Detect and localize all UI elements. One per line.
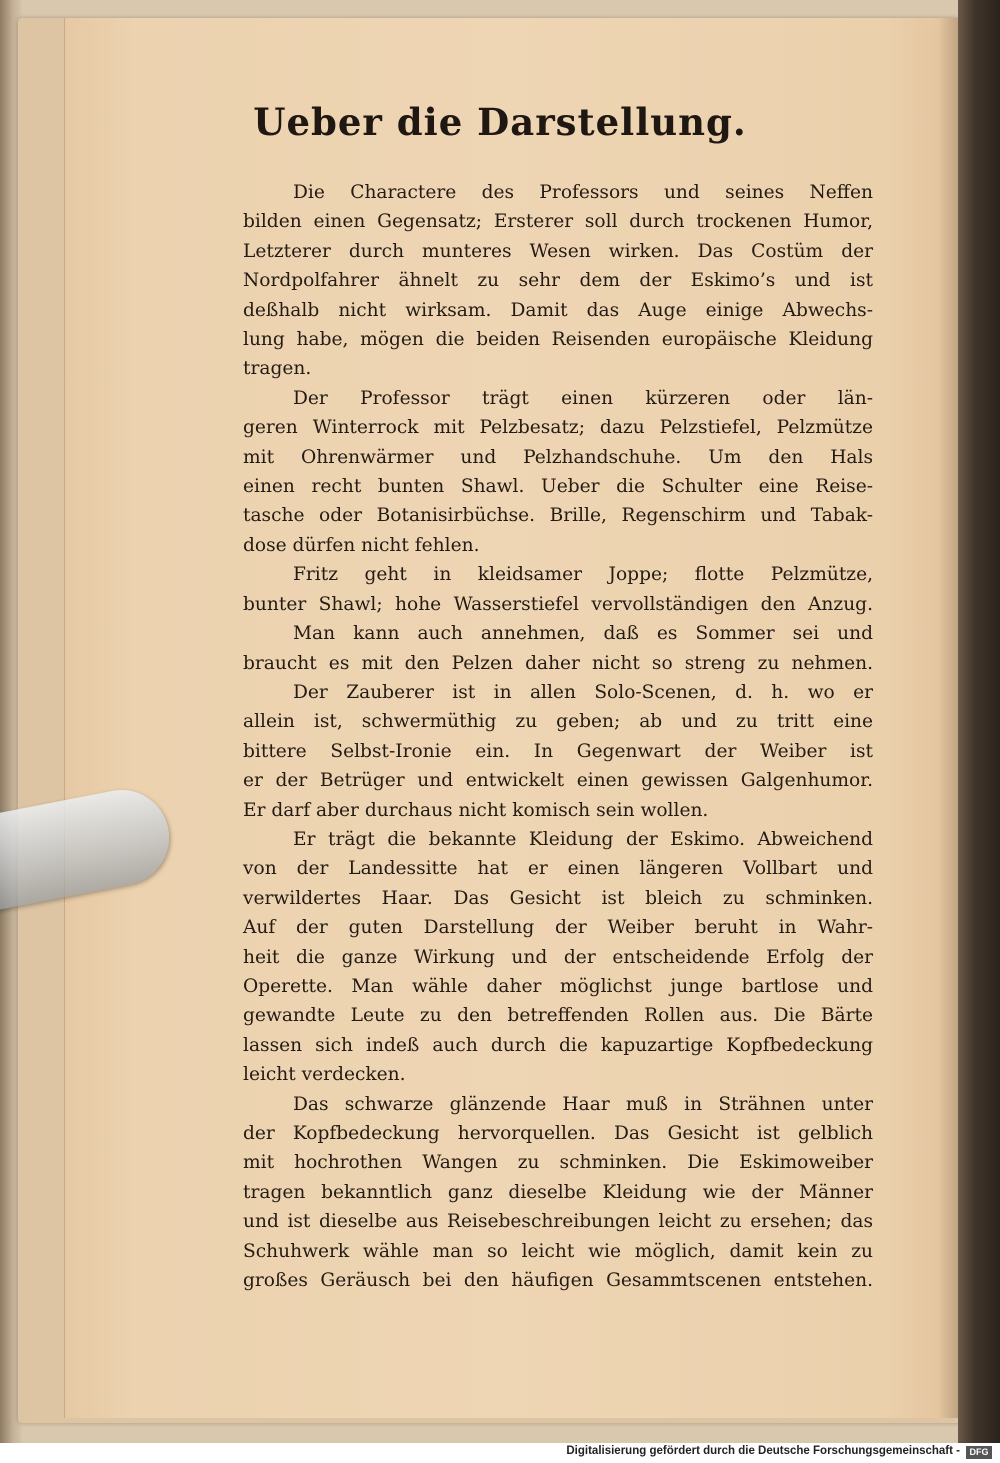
text-line: einen recht bunten Shawl. Ueber die Schulter eine Reise- xyxy=(243,476,873,498)
text-line: Fritz geht in kleidsamer Joppe; flotte Pelzmütze, xyxy=(293,564,873,586)
text-line: Schuhwerk wähle man so leicht wie möglich, damit kein zu xyxy=(243,1240,873,1262)
text-line: Auf der guten Darstellung der Weiber beruht in Wahr- xyxy=(243,917,873,939)
page-title: Ueber die Darstellung. xyxy=(253,100,747,144)
text-line: mit Ohrenwärmer und Pelzhandschuhe. Um den Hals xyxy=(243,446,873,468)
text-line: gewandte Leute zu den betreffenden Rollen aus. Die Bärte xyxy=(243,1005,873,1027)
text-line: mit hochrothen Wangen zu schminken. Die Eskimoweiber xyxy=(243,1152,873,1174)
page-shadow xyxy=(938,18,958,1418)
text-line: von der Landessitte hat er einen längeren Vollbart und xyxy=(243,858,873,880)
text-line: Man kann auch annehmen, daß es Sommer sei und xyxy=(293,623,873,645)
text-line: tragen bekanntlich ganz dieselbe Kleidung wie der Männer xyxy=(243,1181,873,1203)
footer-credit: Digitalisierung gefördert durch die Deutsche Forschungsgemeinschaft - xyxy=(566,1445,960,1457)
text-line: Der Zauberer ist in allen Solo-Scenen, d. h. wo er xyxy=(293,681,873,703)
text-line: deßhalb nicht wirksam. Damit das Auge einige Abwechs- xyxy=(243,299,873,321)
text-line: Nordpolfahrer ähnelt zu sehr dem der Eskimo’s und ist xyxy=(243,270,873,292)
text-line: allein ist, schwermüthig zu geben; ab und zu tritt eine xyxy=(243,711,873,733)
text-line: der Kopfbedeckung hervorquellen. Das Gesicht ist gelblich xyxy=(243,1123,873,1144)
text-line: tragen. xyxy=(243,358,312,380)
text-line: er der Betrüger und entwickelt einen gewissen Galgenhumor. xyxy=(243,770,873,792)
text-line: bittere Selbst-Ironie ein. In Gegenwart der Weiber ist xyxy=(243,740,873,762)
text-line: dose dürfen nicht fehlen. xyxy=(243,534,480,556)
text-line: und ist dieselbe aus Reisebeschreibungen leicht zu ersehen; das xyxy=(243,1211,873,1233)
text-line: lung habe, mögen die beiden Reisenden europäische Kleidung xyxy=(243,329,873,351)
text-line: Das schwarze glänzende Haar muß in Strähnen unter xyxy=(293,1093,873,1115)
text-line: großes Geräusch bei den häufigen Gesammtscenen entstehen. xyxy=(243,1270,873,1292)
text-line: heit die ganze Wirkung und der entscheidende Erfolg der xyxy=(243,946,873,968)
text-line: geren Winterrock mit Pelzbesatz; dazu Pelzstiefel, Pelzmütze xyxy=(243,417,873,439)
dfg-logo-icon: DFG xyxy=(966,1446,992,1459)
text-line: Er trägt die bekannte Kleidung der Eskimo. Abweichend xyxy=(293,828,873,850)
text-line: Die Charactere des Professors und seines Neffen xyxy=(293,182,873,203)
text-line: bunter Shawl; hohe Wasserstiefel vervollständigen den Anzug. xyxy=(243,593,873,615)
text-line: leicht verdecken. xyxy=(243,1064,406,1086)
footer-bar xyxy=(0,1443,1000,1463)
text-line: Der Professor trägt einen kürzeren oder län- xyxy=(293,387,873,409)
text-line: lassen sich indeß auch durch die kapuzartige Kopfbedeckung xyxy=(243,1034,873,1056)
text-line: bilden einen Gegensatz; Ersterer soll durch trockenen Humor, xyxy=(243,211,873,233)
text-line: Letzterer durch munteres Wesen wirken. Das Costüm der xyxy=(243,240,873,262)
text-line: tasche oder Botanisirbüchse. Brille, Regenschirm und Tabak- xyxy=(243,505,873,527)
text-line: verwildertes Haar. Das Gesicht ist bleich zu schminken. xyxy=(243,887,873,909)
text-line: braucht es mit den Pelzen daher nicht so streng zu nehmen. xyxy=(243,652,873,674)
text-line: Operette. Man wähle daher möglichst junge bartlose und xyxy=(243,975,873,997)
book-cover-edge xyxy=(958,0,1000,1443)
body-text xyxy=(243,178,873,1295)
text-line: Er darf aber durchaus nicht komisch sein wollen. xyxy=(243,799,709,821)
